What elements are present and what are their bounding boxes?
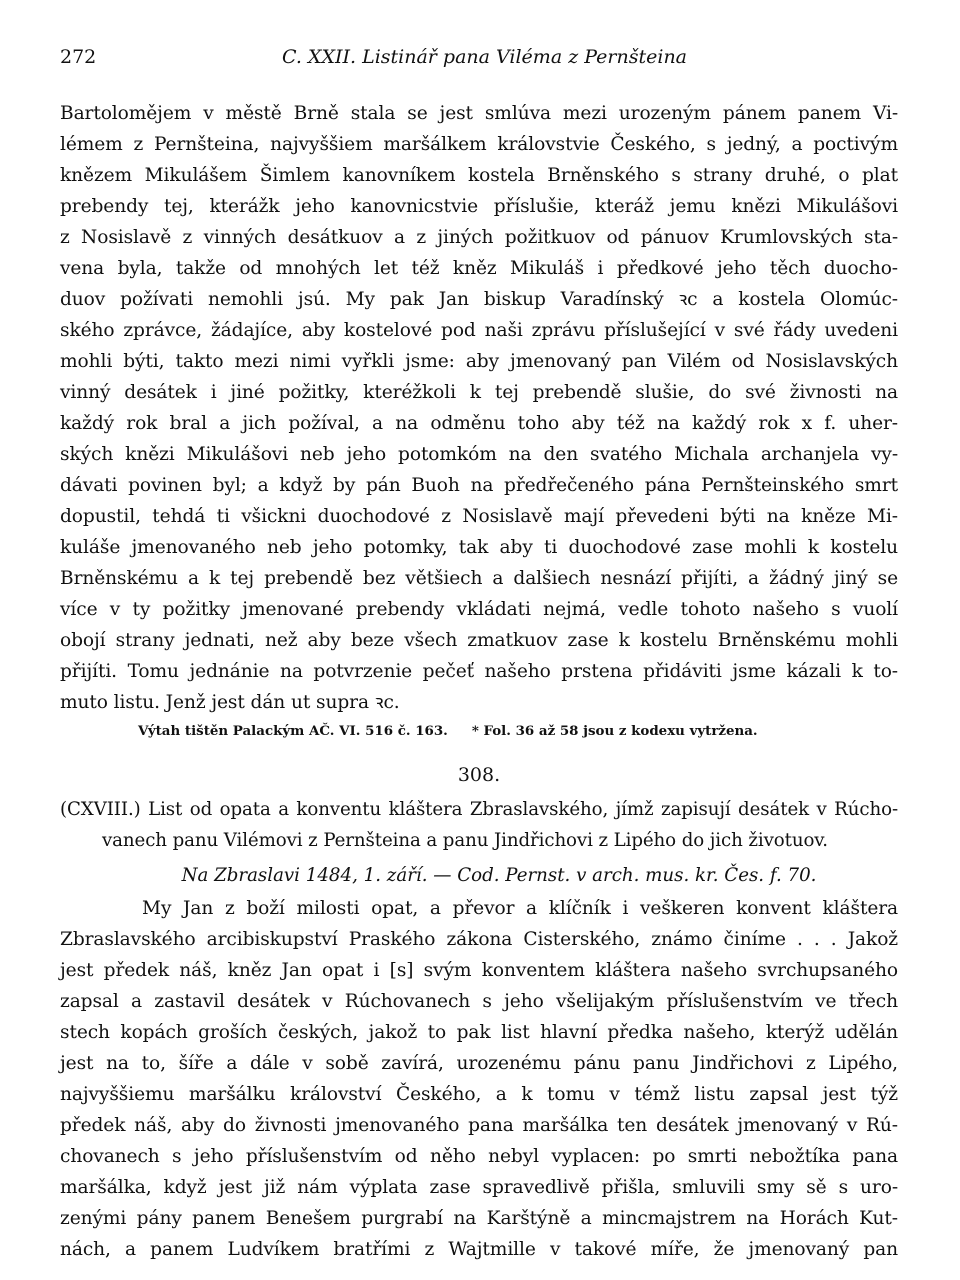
text-line: obojí strany jednati, než aby beze všech zmatkuov zase k kostelu Brněnskému mohli (60, 630, 898, 651)
text-line: Brněnskému a k tej prebendě bez většiech a dalšiech nesnází přijíti, a žádný jiný se (60, 568, 898, 589)
document-heading (60, 794, 898, 856)
text-line: zapsal a zastavil desátek v Rúchovanech s jeho všelijakým příslušenstvím ve třech (60, 991, 898, 1012)
footnote (60, 720, 898, 742)
text-line: více v ty požitky jmenované prebendy vkládati nejmá, vedle tohoto našeho s vuolí (60, 599, 898, 620)
text-line: mohli býti, takto mezi nimi vyřkli jsme: aby jmenovaný pan Vilém od Nosislavských (60, 351, 898, 372)
text-line: nách, a panem Ludvíkem bratřími z Wajtmille v takové míře, že jmenovaný pan (60, 1239, 898, 1260)
text-line: najvyššiemu maršálku království Českého, a k tomu v témž listu zapsal jest týž (60, 1084, 898, 1105)
footnote-source: Výtah tištěn Palackým AČ. VI. 516 č. 163. (138, 723, 448, 739)
heading-line: vanech panu Vilémovi z Pernšteina a panu Jindřichovi z Lipého do jich životuov. (102, 830, 828, 851)
text-line: z Nosislavě z vinných desátkuov a z jiných požitkuov od pánuov Krumlovských sta- (60, 227, 898, 248)
paragraph-continued (60, 98, 898, 718)
text-line: ských knězi Mikulášovi neb jeho potomkóm na den svatého Michala archanjela vy- (60, 444, 898, 465)
text-line: stech kopách groších českých, jakož to pak list hlavní předka našeho, kterýž udělán (60, 1022, 898, 1043)
text-line: chovanech s jeho příslušenstvím od něho nebyl vyplacen: po smrti nebožtíka pana (60, 1146, 898, 1167)
text-line: jest předek náš, kněz Jan opat i [s] svým konventem kláštera našeho svrchupsaného (60, 960, 898, 981)
text-line: knězem Mikulášem Šimlem kanovníkem kostela Brněnského s strany druhé, o plat (60, 165, 898, 186)
text-line: předek náš, aby do živnosti jmenovaného pana maršálka ten desátek jmenovaný v Rú- (60, 1115, 898, 1136)
running-title: C. XXII. Listinář pana Viléma z Pernšteina (282, 46, 688, 68)
text-line: přijíti. Tomu jednánie na potvrzenie pečeť našeho prstena přidáviti jsme kázali k to- (60, 661, 898, 682)
text-line: ského zprávce, žádajíce, aby kostelové pod naši zprávu příslušející v své řády uvedeni (60, 320, 898, 341)
running-header (60, 46, 898, 76)
source-citation: Na Zbraslavi 1484, 1. září. — Cod. Pernst. v arch. mus. kr. Čes. f. 70. (181, 865, 817, 886)
text-line: prebendy tej, kterážk jeho kanovnicstvie příslušie, kteráž jemu knězi Mikulášovi (60, 196, 898, 217)
text-line: muto listu. Jenž jest dán ut supra ꝛc. (60, 692, 400, 713)
text-line: maršálka, když jest již nám výplata zase spravedlivě přišla, smluvili smy sě s uro- (60, 1177, 898, 1198)
text-line: každý rok bral a jich požíval, a na odměnu toho aby též na každý rok x f. uher- (60, 413, 898, 434)
text-line: Bartolomějem v městě Brně stala se jest smlúva mezi urozeným pánem panem Vi- (60, 103, 898, 124)
document-body (60, 893, 898, 1265)
text-line: dopustil, tehdá ti všickni duochodové z Nosislavě mají převedeni býti na kněze Mi- (60, 506, 898, 527)
document-number: 308. (457, 764, 501, 786)
text-line: vena byla, takže od mnohých let též kněz Mikuláš i předkové jeho těch duocho- (60, 258, 898, 279)
text-line: kuláše jmenovaného neb jeho potomky, tak aby ti duochodové zase mohli k kostelu (60, 537, 898, 558)
document-page (60, 46, 898, 1265)
text-line: vinný desátek i jiné požitky, kteréžkoli k tej prebendě slušie, do své živnosti na (60, 382, 898, 403)
text-line: zenými pány panem Benešem purgrabí na Karštýně a mincmajstrem na Horách Kut- (60, 1208, 898, 1229)
footnote-note: * Fol. 36 až 58 jsou z kodexu vytržena. (471, 723, 758, 739)
text-line: duov požívati nemohli jsú. My pak Jan biskup Varadínský ꝛc a kostela Olomúc- (60, 289, 898, 310)
heading-line: (CXVIII.) List od opata a konventu kláštera Zbraslavského, jímž zapisují desátek v Rúcho- (60, 799, 898, 820)
page-number: 272 (60, 46, 97, 68)
text-line: lémem z Pernšteina, najvyššiem maršálkem královstvie Českého, s jedný, a poctivým (60, 134, 898, 155)
text-line: My Jan z boží milosti opat, a převor a klíčník i veškeren konvent kláštera (142, 898, 898, 919)
text-line: Zbraslavského arcibiskupství Praského zákona Cisterského, známo činíme . . . Jakož (60, 929, 898, 950)
text-line: dávati povinen byl; a když by pán Buoh na předřečeného pána Pernšteinského smrt (60, 475, 898, 496)
text-line: jest na to, šíře a dále v sobě zavírá, urozenému pánu panu Jindřichovi z Lipého, (60, 1053, 898, 1074)
